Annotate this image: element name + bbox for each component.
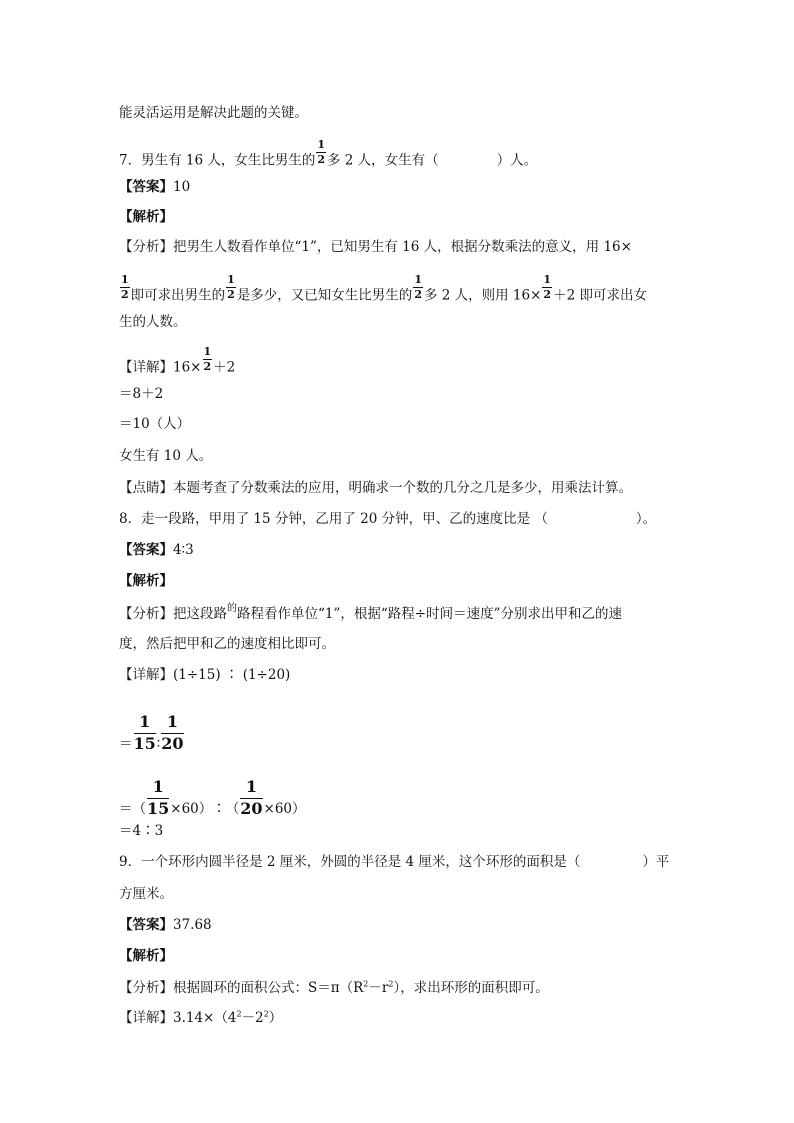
- text: ×60）∶（: [170, 800, 240, 817]
- question-text: ）。: [635, 511, 657, 527]
- solution-conclusion: [119, 447, 212, 465]
- solution-line: [119, 666, 290, 684]
- numerator: 1: [240, 779, 262, 799]
- text: 是多少，又已知女生比男生的: [236, 287, 413, 304]
- question-9-line-2: [119, 885, 173, 903]
- numerator: 1: [543, 273, 552, 286]
- question-text: 多 2 人，女生有（: [327, 152, 439, 169]
- text: 方厘米。: [119, 886, 173, 902]
- answer-label: 【答案】: [119, 542, 173, 558]
- answer-line: [119, 916, 212, 934]
- text: 的: [227, 603, 237, 614]
- text: ＝: [119, 735, 133, 752]
- text: 【详解】16×: [119, 359, 202, 376]
- question-text: 9．一个环形内圆半径是 2 厘米，外圆的半径是 4 厘米，这个环形的面积是（: [119, 854, 581, 870]
- superscript: 2: [363, 979, 369, 989]
- denominator: 2: [121, 287, 129, 301]
- text: ∶: [156, 735, 161, 752]
- fraction-one-half: [226, 274, 236, 300]
- solution-step-2: [119, 415, 190, 433]
- question-9: [119, 853, 669, 871]
- analysis-line-1: [119, 979, 549, 997]
- paragraph-conclusion: [119, 104, 308, 122]
- question-7: [119, 138, 538, 174]
- answer-line: [119, 178, 190, 196]
- text: 女生有 10 人。: [119, 448, 213, 464]
- numerator: 1: [121, 273, 129, 286]
- fraction-one-half: [542, 274, 552, 300]
- fraction-one-twentieth: [240, 779, 262, 818]
- analysis-line-2: [119, 273, 647, 309]
- answer-value: 10: [173, 179, 191, 195]
- question-text: ）平: [642, 854, 670, 870]
- text: 生的人数。: [119, 314, 187, 330]
- numerator: 1: [203, 345, 212, 358]
- text: ＋2 即可求出女: [553, 287, 647, 304]
- text: 【解析】: [119, 948, 173, 964]
- question-8: [119, 510, 656, 528]
- superscript: 2: [263, 1009, 269, 1019]
- text: 【详解】3.14×（4: [119, 1010, 237, 1026]
- text: ＝8＋2: [119, 386, 164, 402]
- fraction-one-fifteenth: [134, 714, 156, 753]
- question-text: 7．男生有 16 人，女生比男生的: [119, 152, 316, 169]
- answer-label: 【答案】: [119, 179, 173, 195]
- text: ×60）: [263, 800, 306, 817]
- text: 路程看作单位“1”，根据“路程÷时间＝速度”分别求出甲和乙的速: [237, 606, 623, 622]
- text: 【分析】把男生人数看作单位“1”，已知男生有 16 人，根据分数乘法的意义，用 16×: [119, 239, 632, 255]
- text: 多 2 人，则用 16×: [423, 287, 542, 304]
- text: －r: [368, 980, 389, 996]
- text: 【分析】把这段路: [119, 606, 227, 622]
- solution-step-3: [119, 822, 163, 840]
- analysis-line-1: [119, 238, 632, 256]
- text: ）: [268, 1010, 283, 1026]
- denominator: 15: [147, 798, 170, 818]
- solution-line: [119, 1009, 282, 1027]
- text: 【解析】: [119, 573, 173, 589]
- analysis-heading: [119, 947, 173, 965]
- text: ＝（: [119, 800, 146, 817]
- denominator: 2: [203, 359, 212, 373]
- fraction-one-half: [203, 346, 213, 372]
- fraction-one-fifteenth: [147, 779, 169, 818]
- text: ＝10（人）: [119, 416, 191, 432]
- analysis-heading: [119, 208, 173, 226]
- question-text: 8．走一段路，甲用了 15 分钟，乙用了 20 分钟，甲、乙的速度比是 （: [119, 511, 548, 527]
- denominator: 20: [240, 798, 263, 818]
- text: －2: [241, 1010, 264, 1026]
- comment-line: [119, 479, 632, 497]
- answer-value: 4∶3: [173, 542, 194, 558]
- denominator: 20: [161, 733, 184, 753]
- numerator: 1: [161, 714, 183, 734]
- fraction-one-half: [316, 139, 326, 165]
- numerator: 1: [134, 714, 156, 734]
- analysis-line-1: [119, 605, 622, 625]
- text: ＋2: [213, 359, 236, 376]
- text: 即可求出男生的: [130, 287, 226, 304]
- text: 【详解】(1÷15) ∶ (1÷20): [119, 667, 291, 683]
- numerator: 1: [147, 779, 169, 799]
- denominator: 2: [317, 152, 326, 166]
- fraction-one-half: [413, 274, 423, 300]
- numerator: 1: [414, 273, 422, 286]
- analysis-line-3: [119, 313, 187, 331]
- superscript: 2: [236, 1009, 242, 1019]
- text: 度，然后把甲和乙的速度相比即可。: [119, 636, 335, 652]
- superscript: 2: [388, 979, 394, 989]
- denominator: 15: [133, 733, 156, 753]
- denominator: 2: [227, 287, 235, 301]
- text: 【点睛】本题考查了分数乘法的应用，明确求一个数的几分之几是多少，用乘法计算。: [119, 480, 632, 496]
- denominator: 2: [543, 287, 552, 301]
- text: 【分析】根据圆环的面积公式：S＝π（R: [119, 980, 364, 996]
- text: ），求出环形的面积即可。: [393, 980, 549, 996]
- answer-value: 37.68: [173, 917, 212, 933]
- numerator: 1: [227, 273, 235, 286]
- analysis-line-2: [119, 635, 335, 653]
- solution-line: [119, 345, 236, 381]
- analysis-heading: [119, 572, 173, 590]
- text: ＝4∶3: [119, 823, 164, 839]
- text: 【解析】: [119, 209, 173, 225]
- answer-line: [119, 541, 194, 559]
- solution-step-1: [119, 385, 163, 403]
- text: 能灵活运用是解决此题的关键。: [119, 105, 308, 121]
- denominator: 2: [414, 287, 422, 301]
- answer-label: 【答案】: [119, 917, 173, 933]
- fraction-one-half: [120, 274, 130, 300]
- fraction-one-twentieth: [161, 714, 183, 753]
- numerator: 1: [317, 138, 326, 151]
- solution-step-1: [119, 712, 185, 764]
- question-text: ）人。: [496, 152, 538, 169]
